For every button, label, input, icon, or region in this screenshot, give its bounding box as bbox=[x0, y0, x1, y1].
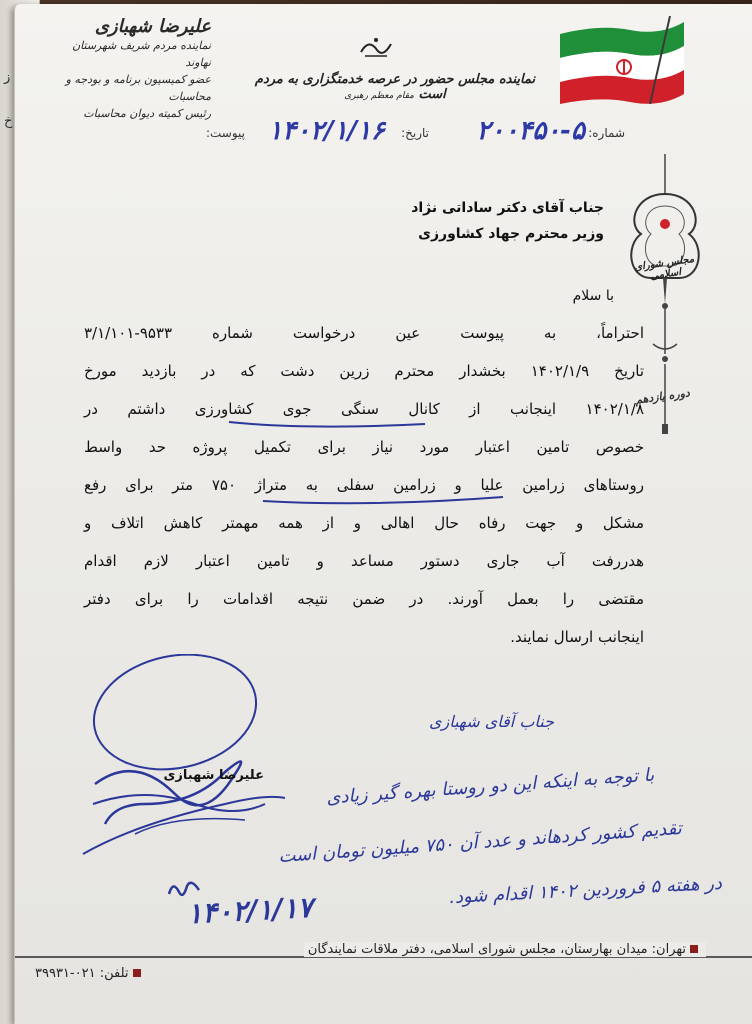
footer-phone bbox=[35, 966, 145, 981]
header-motto bbox=[245, 72, 545, 102]
body-line: مقتضی را بعمل آورند. در ضمن نتیجه اقدامات را برای دفتر bbox=[84, 590, 644, 608]
footer-address bbox=[304, 942, 706, 957]
body-line: مشکل و جهت رفاه حال اهالی و از همه مهمتر کاهش اتلاف و bbox=[84, 514, 644, 532]
handwritten-signature-icon bbox=[75, 654, 315, 874]
handwritten-note-line: جناب آقای شهبازی bbox=[428, 712, 554, 731]
body-line: هدررفت آب جاری دستور مساعد و تامین اعتبار لازم اقدام bbox=[84, 552, 644, 570]
bullet-icon bbox=[690, 945, 698, 953]
signatory-name: علیرضا شهبازی bbox=[163, 768, 264, 783]
parliament-emblem-label: مجلس شورای اسلامی bbox=[633, 253, 695, 283]
handwritten-note-date: ۱۴۰۲/۱/۱۷ bbox=[186, 890, 314, 931]
greeting: با سلام bbox=[572, 288, 614, 304]
body-line: اینجانب ارسال نمایند. bbox=[510, 628, 644, 646]
iran-flag-icon bbox=[560, 16, 690, 104]
bullet-icon bbox=[133, 969, 141, 977]
body-line: ۱۴۰۲/۱/۸ اینجانب از کانال سنگی جوی کشاورزی داشتم در bbox=[84, 400, 644, 418]
handwritten-note-line: تقدیم کشور کردهاند و عدد آن ۷۵۰ میلیون تومان است bbox=[277, 817, 683, 868]
attachment-label: پیوست: bbox=[205, 126, 245, 140]
letter-page bbox=[14, 4, 752, 1024]
body-line: روستاهای زرامین علیا و زرامین سفلی به متراژ ۷۵۰ متر برای رفع bbox=[84, 476, 644, 494]
handwritten-note-line: با توجه به اینکه این دو روستا بهره گیر زیادی bbox=[325, 764, 655, 809]
sender-line: نماینده مردم شریف شهرستان نهاوند bbox=[72, 39, 211, 69]
phone-label: تلفن: bbox=[99, 966, 129, 981]
addressee-name: جناب آقای دکتر ساداتی نژاد bbox=[411, 200, 604, 216]
sender-name: علیرضا شهبازی bbox=[94, 16, 211, 37]
pen-underline bbox=[227, 416, 427, 434]
pen-underline bbox=[261, 491, 505, 509]
body-line: احتراماً، به پیوست عین درخواست شماره ۹۵۳۳-۳/۱/۱۰۱ bbox=[84, 324, 644, 342]
sender-block bbox=[51, 16, 211, 122]
addressee-title: وزیر محترم جهاد کشاورزی bbox=[418, 226, 604, 242]
letter-number: ۲۰۰۴۵۰-۵ bbox=[476, 116, 585, 146]
edge-mark: خ bbox=[4, 114, 13, 129]
date-label: تاریخ: bbox=[401, 126, 429, 140]
handwritten-note-line: در هفته ۵ فروردین ۱۴۰۲ اقدام شود. bbox=[448, 872, 723, 909]
sender-line: رئیس کمیته دیوان محاسبات bbox=[83, 107, 211, 120]
body-line: خصوص تامین اعتبار مورد نیاز برای تکمیل پروژه حد واسط bbox=[84, 438, 644, 456]
calligraphy-emblem-icon bbox=[355, 32, 397, 62]
sender-line: عضو کمیسیون برنامه و بودجه و محاسبات bbox=[65, 73, 211, 103]
parliament-term: دوره یازدهم bbox=[634, 386, 691, 407]
body-line: تاریخ ۱۴۰۲/۱/۹ بخشدار محترم زرین دشت که در بازدید مورخ bbox=[84, 362, 644, 380]
phone-number: ۰۲۱-۳۹۹۳۱ bbox=[35, 966, 96, 981]
address-text: تهران: میدان بهارستان، مجلس شورای اسلامی، دفتر ملاقات نمایندگان bbox=[307, 942, 686, 957]
edge-mark: ز bbox=[4, 70, 11, 85]
number-label: شماره: bbox=[588, 126, 625, 140]
letter-meta bbox=[195, 116, 625, 150]
motto-attribution: مقام معظم رهبری bbox=[344, 91, 414, 101]
motto-text: نماینده مجلس حضور در عرصه خدمتگزاری به مردم است bbox=[254, 72, 536, 102]
letter-date: ۱۴۰۲/۱/۱۶ bbox=[268, 116, 385, 146]
